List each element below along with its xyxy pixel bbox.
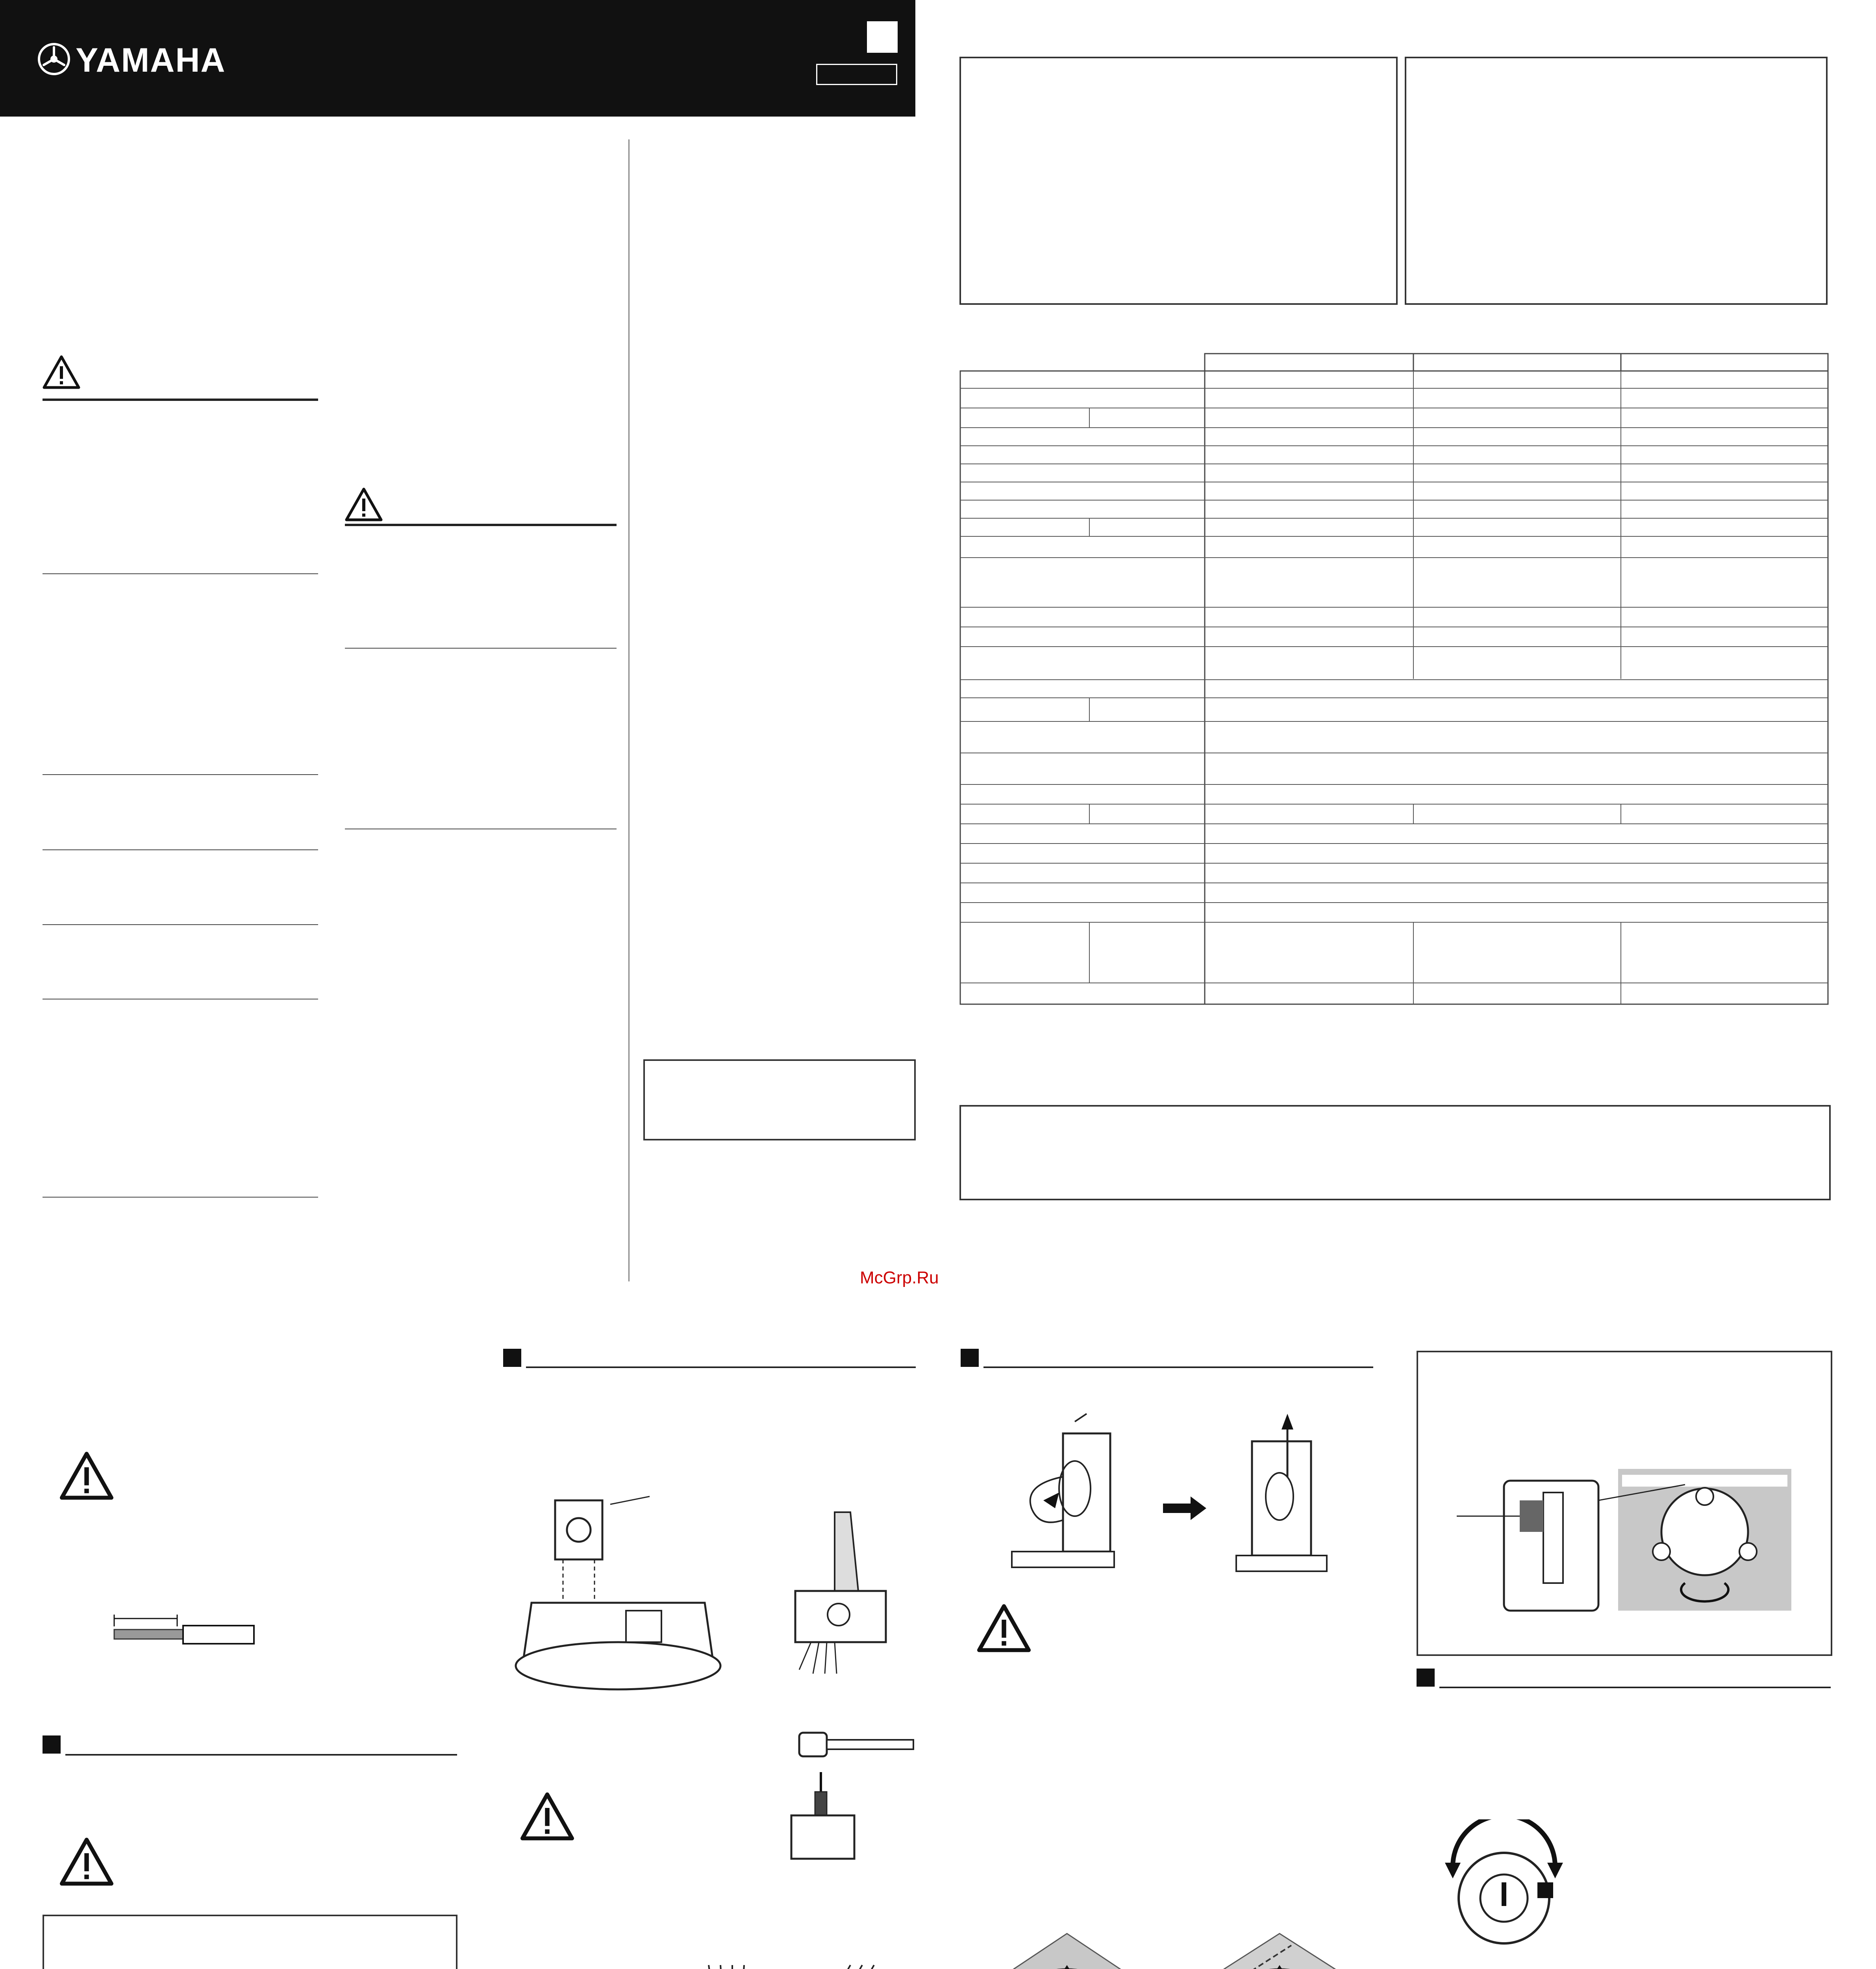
column-separator xyxy=(628,139,630,1281)
yamaha-logo-icon xyxy=(37,43,70,76)
brand-name: YAMAHA xyxy=(76,41,226,79)
language-badge xyxy=(867,21,898,53)
conduit-bracket-figure xyxy=(780,1504,898,1678)
terminal-wiring-steps-figure xyxy=(535,1961,913,1969)
watermark: McGrp.Ru xyxy=(860,1268,939,1287)
warning-triangle-icon xyxy=(345,487,383,521)
divider xyxy=(43,849,318,850)
safety-wire-figure-1 xyxy=(1008,1410,1118,1575)
model-box xyxy=(816,64,897,85)
divider xyxy=(345,648,617,649)
header-bar xyxy=(0,0,915,117)
divider xyxy=(43,774,318,775)
notice-box xyxy=(643,1059,916,1140)
ceiling-insert-figure-1 xyxy=(969,1930,1165,1969)
divider xyxy=(43,1197,318,1198)
section-rule xyxy=(983,1366,1373,1368)
section-marker-icon xyxy=(503,1349,521,1367)
installation-figure-box xyxy=(43,1915,457,1969)
section-rule xyxy=(1439,1687,1831,1688)
level-dial-figure xyxy=(1437,1819,1571,1949)
section-marker-icon xyxy=(43,1735,61,1754)
section-marker-icon xyxy=(1417,1669,1435,1687)
arrow-icon xyxy=(1163,1496,1206,1520)
spec-table xyxy=(959,353,1829,1005)
warning-triangle-icon xyxy=(520,1791,575,1841)
warning-triangle-icon xyxy=(976,1603,1032,1652)
divider xyxy=(43,573,318,574)
warning-rule xyxy=(345,524,617,526)
section-rule xyxy=(65,1754,457,1756)
info-box-right xyxy=(1405,57,1828,305)
info-box-left xyxy=(959,57,1398,305)
warning-rule xyxy=(43,399,318,401)
bracket-mount-figure xyxy=(508,1493,728,1713)
cable-strip-figure xyxy=(106,1611,264,1666)
warning-triangle-icon xyxy=(59,1450,114,1500)
divider xyxy=(43,924,318,925)
warning-triangle-icon xyxy=(59,1836,114,1886)
ceiling-insert-figure-2 xyxy=(1177,1930,1382,1969)
notice-box-wide xyxy=(959,1105,1831,1200)
section-marker-icon xyxy=(961,1349,979,1367)
section-rule xyxy=(526,1366,916,1368)
clamp-figure-box-content xyxy=(1433,1457,1811,1622)
warning-triangle-icon xyxy=(43,354,80,389)
safety-wire-figure-2 xyxy=(1228,1410,1335,1575)
hammer-knockout-figure xyxy=(783,1725,917,1867)
